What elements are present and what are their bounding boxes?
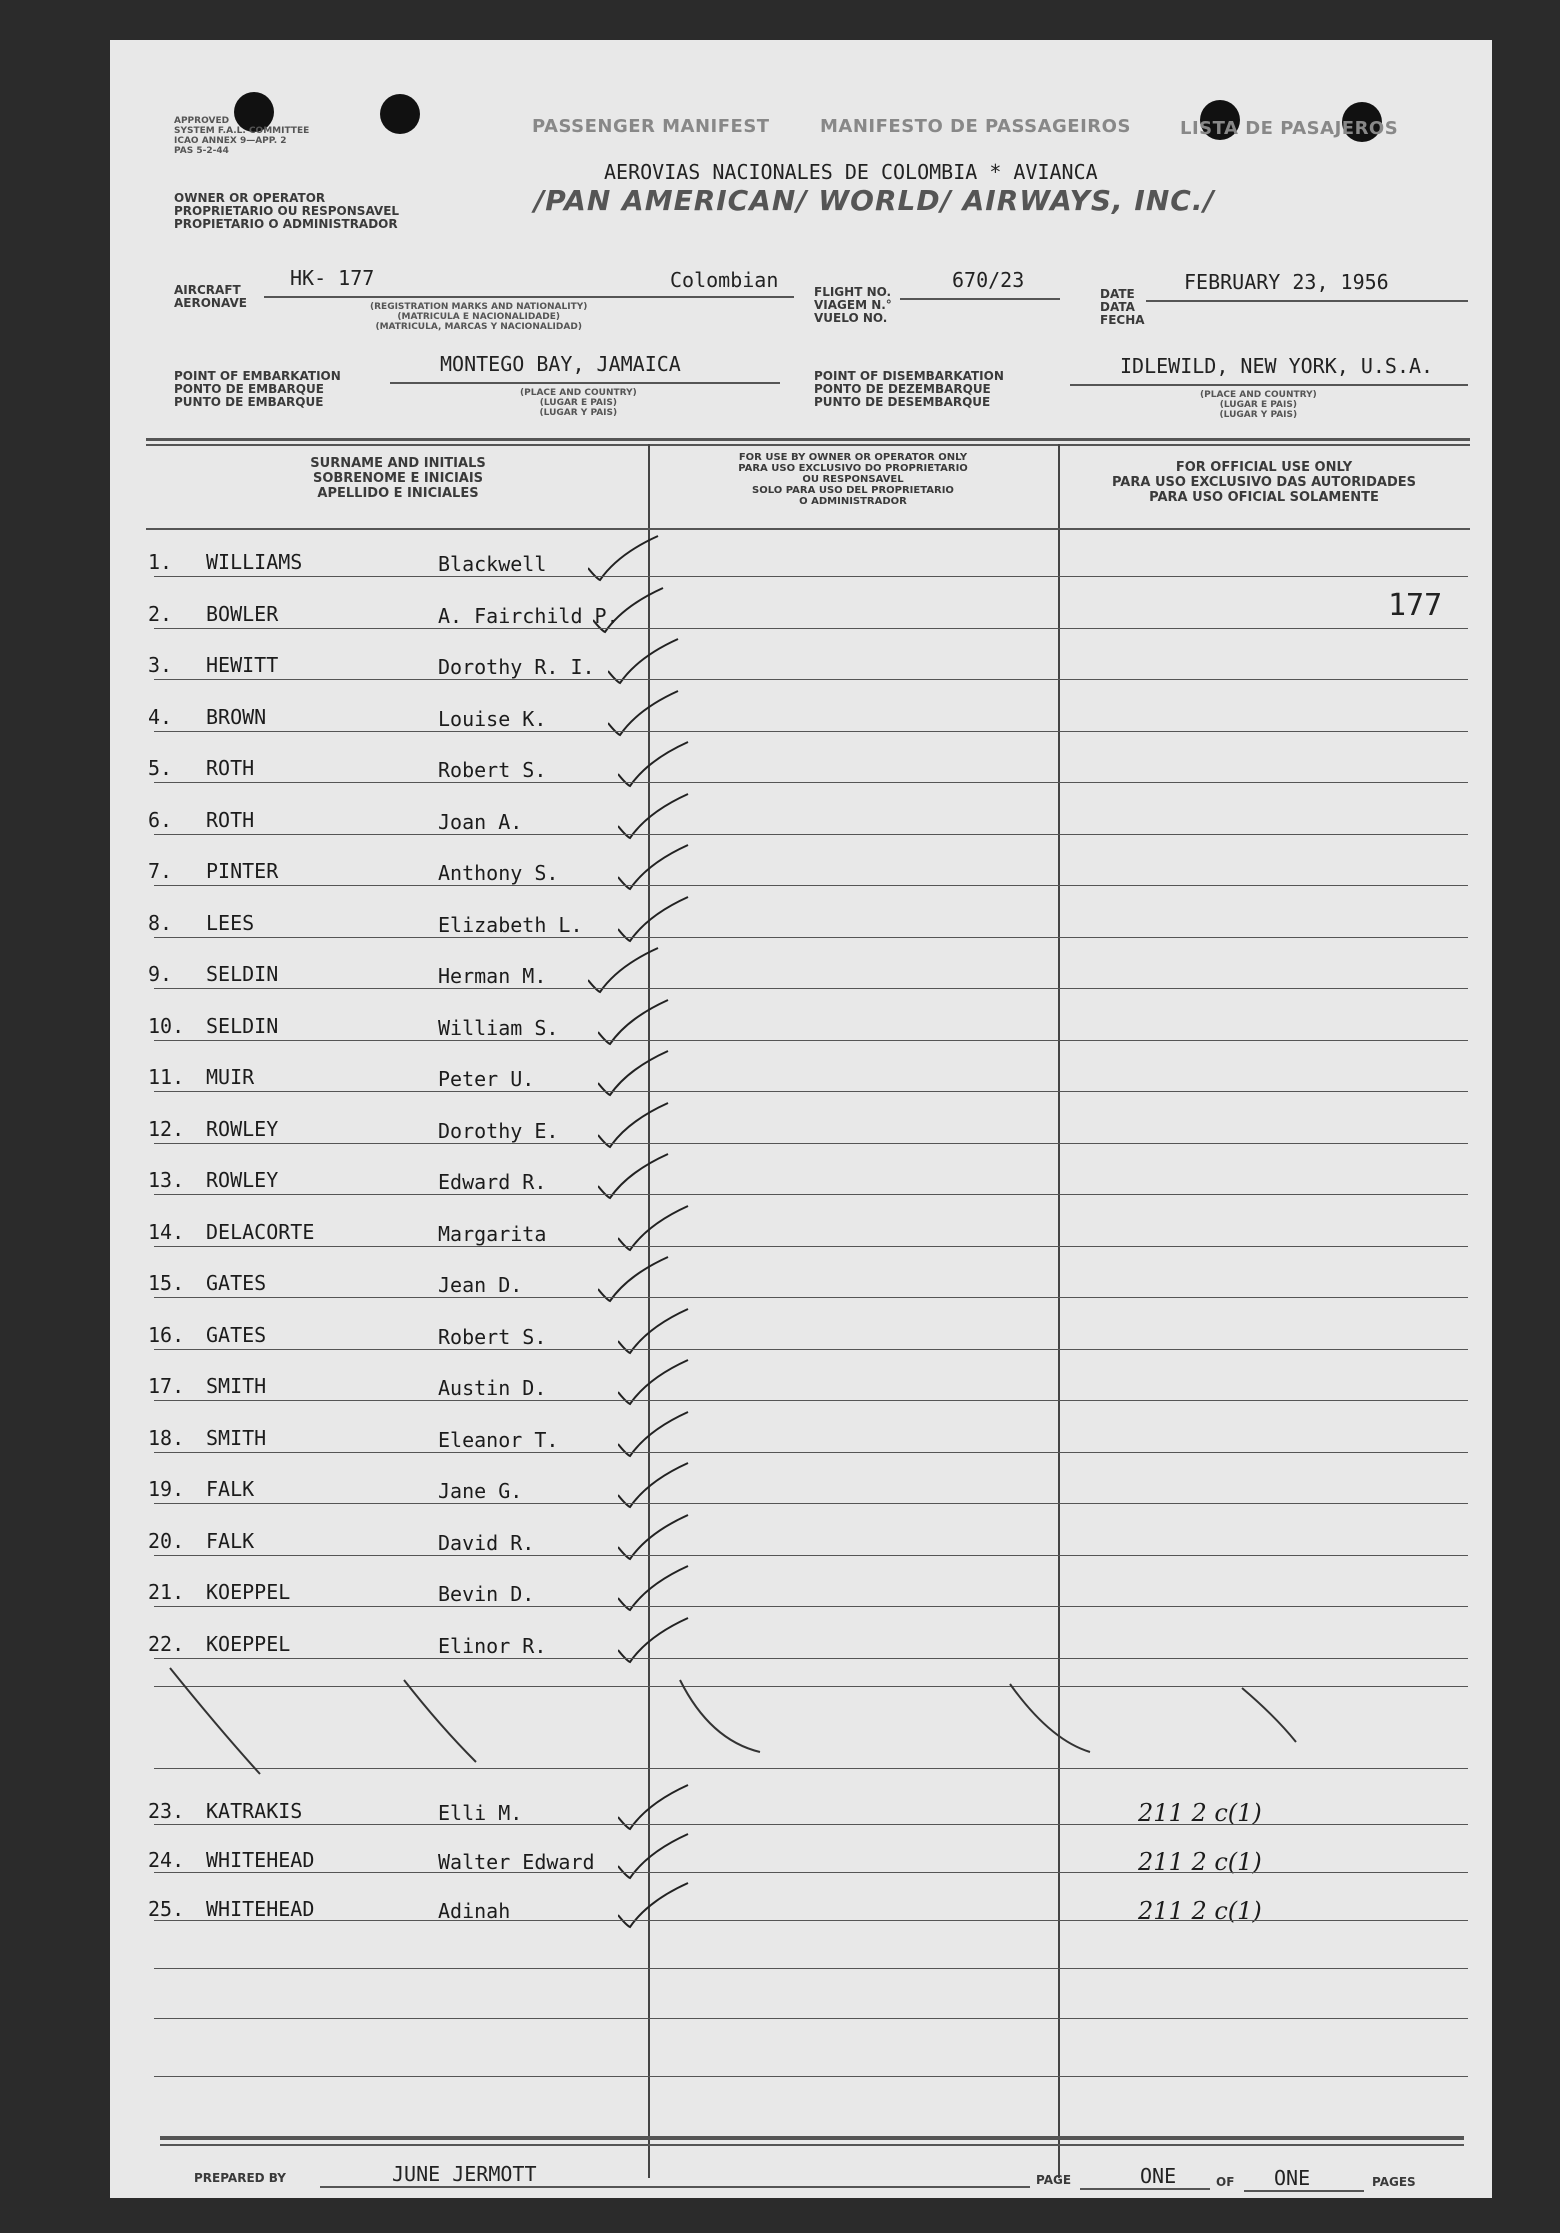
passenger-surname: FALK: [206, 1477, 255, 1501]
passenger-number: 10.: [148, 1013, 185, 1038]
passenger-given-names: Adinah: [438, 1899, 511, 1923]
passenger-number: 2.: [148, 601, 173, 626]
title-es: LISTA DE PASAJEROS: [1180, 118, 1399, 139]
official-notation: 211 2 c(1): [1138, 1848, 1262, 1876]
passenger-surname: KATRAKIS: [206, 1799, 303, 1823]
prepared-value: JUNE JERMOTT: [392, 2162, 537, 2186]
column-header-line: APELLIDO E INICIALES: [317, 486, 479, 501]
passenger-number: 14.: [148, 1219, 185, 1244]
column-header-line: SURNAME AND INITIALS: [310, 456, 486, 471]
disembarkation-note-line: (PLACE AND COUNTRY): [1200, 390, 1317, 400]
flight-label-es: VUELO NO.: [814, 311, 888, 325]
column-header-line: FOR OFFICIAL USE ONLY: [1175, 460, 1353, 475]
passenger-given-names: Jane G.: [438, 1479, 523, 1503]
owner-label-en: OWNER OR OPERATOR: [174, 191, 326, 205]
passenger-surname: DELACORTE: [206, 1219, 315, 1244]
passenger-number: 11.: [148, 1065, 185, 1089]
passenger-given-names: Walter Edward: [438, 1850, 595, 1874]
passenger-given-names: Herman M.: [438, 964, 547, 988]
embarkation-note-line: (LUGAR Y PAIS): [539, 408, 618, 418]
aircraft-label-pt: AERONAVE: [174, 296, 247, 310]
passenger-given-names: Elizabeth L.: [438, 912, 583, 937]
passenger-surname: BOWLER: [206, 601, 279, 626]
page-label: PAGE: [1036, 2173, 1072, 2187]
aircraft-registration: HK- 177: [290, 266, 375, 290]
flight-label-pt: VIAGEM N.°: [814, 298, 892, 312]
prepared-label: PREPARED BY: [194, 2171, 286, 2185]
passenger-number: 5.: [148, 756, 173, 780]
passenger-surname: KOEPPEL: [206, 1580, 291, 1604]
flight-number: 670/23: [952, 268, 1025, 292]
column-header-line: SOLO PARA USO DEL PROPRIETARIO: [752, 485, 954, 496]
embarkation-label-en: POINT OF EMBARKATION: [174, 369, 341, 383]
passenger-surname: SELDIN: [206, 1013, 279, 1038]
passenger-given-names: Robert S.: [438, 1324, 547, 1349]
embarkation-note-line: (PLACE AND COUNTRY): [520, 388, 637, 398]
passenger-surname: SMITH: [206, 1425, 267, 1450]
page-underline: [1080, 2188, 1210, 2190]
cancel-stroke: [680, 1680, 760, 1752]
form-ref-line: SYSTEM F.A.L. COMMITTEE: [174, 126, 310, 136]
cancel-stroke: [170, 1668, 260, 1774]
passenger-number: 22.: [148, 1631, 185, 1656]
passenger-surname: BROWN: [206, 704, 267, 729]
passenger-number: 18.: [148, 1425, 185, 1450]
prepared-underline: [320, 2186, 1030, 2188]
passenger-number: 3.: [148, 653, 173, 677]
passenger-number: 15.: [148, 1271, 185, 1295]
aircraft-label-en: AIRCRAFT: [174, 283, 241, 297]
passenger-surname: PINTER: [206, 859, 279, 883]
registration-note-line: (MATRICULA E NACIONALIDADE): [397, 312, 561, 322]
passenger-given-names: Elli M.: [438, 1801, 523, 1825]
passenger-surname: SMITH: [206, 1374, 267, 1398]
footer-rule: [160, 2144, 1464, 2146]
passenger-surname: LEES: [206, 910, 255, 935]
passenger-number: 12.: [148, 1116, 185, 1141]
passenger-surname: ROWLEY: [206, 1116, 279, 1141]
official-notation: 211 2 c(1): [1138, 1799, 1262, 1827]
disembarkation-value: IDLEWILD, NEW YORK, U.S.A.: [1120, 354, 1434, 378]
column-header-line: PARA USO EXCLUSIVO DAS AUTORIDADES: [1111, 475, 1417, 490]
disembarkation-note-line: (LUGAR Y PAIS): [1219, 410, 1298, 420]
passenger-surname: MUIR: [206, 1065, 255, 1089]
footer-rule: [160, 2136, 1464, 2140]
passenger-surname: WHITEHEAD: [206, 1848, 315, 1872]
column-header-line: FOR USE BY OWNER OR OPERATOR ONLY: [738, 452, 968, 463]
passenger-surname: GATES: [206, 1271, 267, 1295]
date-label-en: DATE: [1100, 287, 1135, 301]
passenger-number: 1.: [148, 550, 173, 574]
passenger-surname: WILLIAMS: [206, 550, 303, 574]
pages-label: PAGES: [1372, 2175, 1416, 2189]
passenger-given-names: Margarita: [438, 1221, 547, 1246]
column-header-line: SOBRENOME E INICIAIS: [312, 471, 484, 486]
cancel-strokes: [110, 40, 1492, 2198]
passenger-given-names: David R.: [438, 1530, 535, 1555]
passenger-number: 7.: [148, 859, 173, 883]
passenger-number: 9.: [148, 962, 173, 986]
owner-label-es: PROPIETARIO O ADMINISTRADOR: [174, 217, 398, 231]
registration-note-line: (MATRICULA, MARCAS Y NACIONALIDAD): [375, 322, 582, 332]
flight-label-en: FLIGHT NO.: [814, 285, 892, 299]
disembarkation-note-line: (LUGAR E PAIS): [1219, 400, 1297, 410]
of-value: ONE: [1274, 2166, 1311, 2190]
passenger-given-names: Bevin D.: [438, 1582, 535, 1606]
passenger-given-names: Austin D.: [438, 1376, 547, 1400]
disembarkation-label-en: POINT OF DISEMBARKATION: [814, 369, 1004, 383]
passenger-number: 25.: [148, 1897, 185, 1921]
passenger-surname: WHITEHEAD: [206, 1897, 315, 1921]
passenger-number: 17.: [148, 1374, 185, 1398]
of-underline: [1244, 2190, 1364, 2192]
form-ref-line: PAS 5-2-44: [174, 146, 229, 156]
registration-note-line: (REGISTRATION MARKS AND NATIONALITY): [370, 302, 588, 312]
passenger-surname: ROTH: [206, 807, 255, 832]
title-pt: MANIFESTO DE PASSAGEIROS: [820, 116, 1131, 137]
cancel-stroke: [1242, 1688, 1296, 1742]
passenger-surname: KOEPPEL: [206, 1631, 291, 1656]
passenger-number: 21.: [148, 1580, 185, 1604]
passenger-number: 16.: [148, 1322, 185, 1347]
passenger-surname: ROWLEY: [206, 1168, 279, 1192]
embarkation-value: MONTEGO BAY, JAMAICA: [440, 352, 681, 376]
passenger-given-names: William S.: [438, 1015, 559, 1040]
passenger-given-names: Louise K.: [438, 706, 547, 731]
column-header-line: PARA USO OFICIAL SOLAMENTE: [1149, 490, 1379, 505]
form-ref-line: APPROVED: [174, 116, 230, 126]
passenger-number: 13.: [148, 1168, 185, 1192]
of-label: OF: [1216, 2175, 1235, 2189]
date-label-pt: DATA: [1100, 300, 1135, 314]
passenger-number: 23.: [148, 1799, 185, 1823]
disembarkation-label-es: PUNTO DE DESEMBARQUE: [814, 395, 991, 409]
operator-printed: /PAN AMERICAN/ WORLD/ AIRWAYS, INC./: [534, 184, 1215, 217]
passenger-given-names: Jean D.: [438, 1273, 523, 1297]
embarkation-note-line: (LUGAR E PAIS): [539, 398, 617, 408]
embarkation-label-es: PUNTO DE EMBARQUE: [174, 395, 324, 409]
passenger-given-names: Eleanor T.: [438, 1427, 559, 1452]
passenger-given-names: Peter U.: [438, 1067, 535, 1091]
title-en: PASSENGER MANIFEST: [532, 116, 770, 137]
passenger-number: 4.: [148, 704, 173, 729]
passenger-surname: GATES: [206, 1322, 267, 1347]
passenger-number: 6.: [148, 807, 173, 832]
official-mark: 177: [1388, 588, 1443, 623]
passenger-given-names: Edward R.: [438, 1170, 547, 1194]
aircraft-nationality: Colombian: [670, 268, 779, 292]
column-header-line: O ADMINISTRADOR: [799, 496, 907, 507]
date-label-es: FECHA: [1100, 313, 1145, 327]
passenger-number: 24.: [148, 1848, 185, 1872]
passenger-number: 19.: [148, 1477, 185, 1501]
date-value: FEBRUARY 23, 1956: [1184, 270, 1389, 294]
manifest-sheet: [110, 40, 1492, 2198]
column-header-line: OU RESPONSAVEL: [802, 474, 904, 485]
passenger-surname: HEWITT: [206, 653, 279, 677]
disembarkation-label-pt: PONTO DE DEZEMBARQUE: [814, 382, 991, 396]
passenger-given-names: Elinor R.: [438, 1633, 547, 1658]
official-notation: 211 2 c(1): [1138, 1897, 1262, 1925]
passenger-given-names: Dorothy E.: [438, 1118, 559, 1143]
passenger-given-names: Blackwell: [438, 552, 547, 576]
passenger-number: 20.: [148, 1528, 185, 1553]
passenger-given-names: Anthony S.: [438, 861, 559, 885]
operator-typed: AEROVIAS NACIONALES DE COLOMBIA * AVIANCA: [604, 160, 1098, 184]
passenger-given-names: Dorothy R. I.: [438, 655, 595, 679]
passenger-given-names: A. Fairchild P.: [438, 603, 619, 628]
cancel-stroke: [1010, 1684, 1090, 1752]
owner-label-pt: PROPRIETARIO OU RESPONSAVEL: [174, 204, 400, 218]
embarkation-label-pt: PONTO DE EMBARQUE: [174, 382, 324, 396]
passenger-surname: ROTH: [206, 756, 255, 780]
passenger-given-names: Robert S.: [438, 758, 547, 782]
form-ref-line: ICAO ANNEX 9—APP. 2: [174, 136, 287, 146]
page-value: ONE: [1140, 2164, 1177, 2188]
passenger-surname: SELDIN: [206, 962, 279, 986]
passenger-surname: FALK: [206, 1528, 255, 1553]
passenger-given-names: Joan A.: [438, 809, 523, 834]
cancel-stroke: [404, 1680, 476, 1762]
passenger-number: 8.: [148, 910, 173, 935]
column-header-line: PARA USO EXCLUSIVO DO PROPRIETARIO: [738, 463, 968, 474]
